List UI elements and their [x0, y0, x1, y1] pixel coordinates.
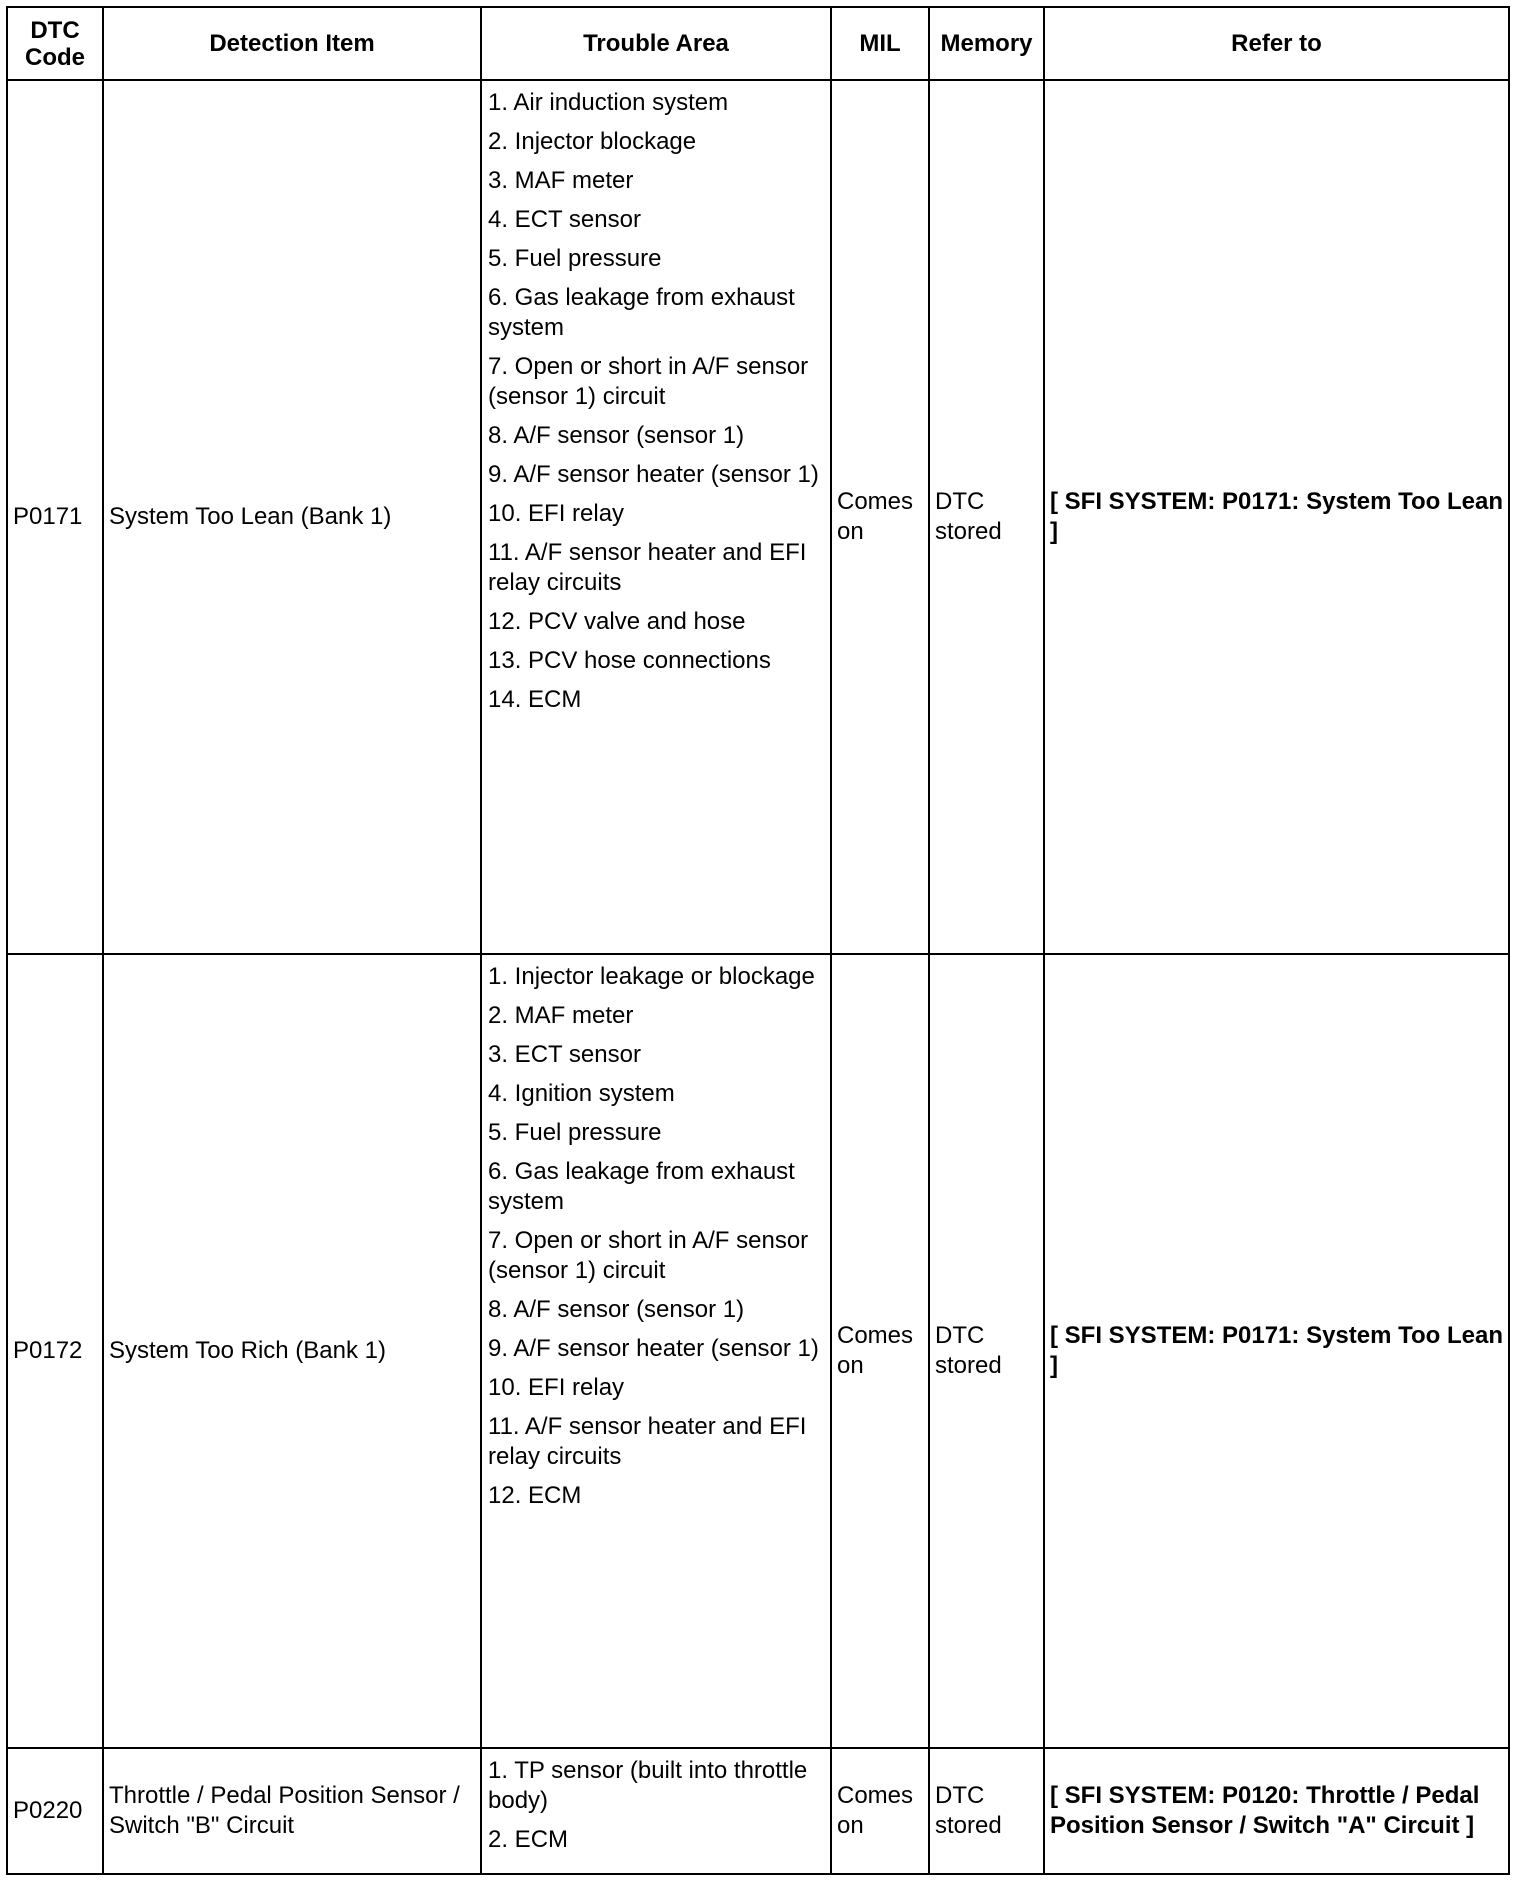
memory-cell: DTC stored: [929, 80, 1044, 954]
trouble-area-item: 2. MAF meter: [488, 1002, 634, 1029]
header-mil: MIL: [831, 7, 929, 80]
trouble-area-item: 8. A/F sensor (sensor 1): [488, 422, 745, 449]
table-row: [7, 1748, 1509, 1874]
trouble-area-item: 12. ECM: [488, 1482, 582, 1509]
trouble-area-cell: [481, 80, 831, 954]
header-detection-item: Detection Item: [103, 7, 481, 80]
trouble-area-cell: [481, 954, 831, 1748]
header-trouble-area: Trouble Area: [481, 7, 831, 80]
trouble-area-list: [488, 962, 824, 1511]
detection-item-cell: System Too Rich (Bank 1): [103, 954, 481, 1748]
dtc-code-cell: P0172: [7, 954, 103, 1748]
trouble-area-list: [488, 1756, 824, 1855]
trouble-area-item: 13. PCV hose connections: [488, 647, 771, 674]
trouble-area-item: 6. Gas leakage from exhaust system: [488, 1158, 795, 1215]
trouble-area-item: 7. Open or short in A/F sensor (sensor 1) circuit: [488, 353, 809, 410]
trouble-area-item: 1. TP sensor (built into throttle body): [488, 1757, 808, 1814]
trouble-area-item: 10. EFI relay: [488, 1374, 625, 1401]
trouble-area-item: 10. EFI relay: [488, 500, 625, 527]
header-row: [7, 7, 1509, 80]
header-refer-to: Refer to: [1044, 7, 1509, 80]
trouble-area-item: 8. A/F sensor (sensor 1): [488, 1296, 745, 1323]
trouble-area-item: 9. A/F sensor heater (sensor 1): [488, 1335, 819, 1362]
trouble-area-item: 2. ECM: [488, 1826, 569, 1853]
mil-cell: Comes on: [831, 954, 929, 1748]
trouble-area-item: 11. A/F sensor heater and EFI relay circuits: [488, 539, 807, 596]
trouble-area-item: 1. Injector leakage or blockage: [488, 963, 815, 990]
trouble-area-item: 4. Ignition system: [488, 1080, 675, 1107]
refer-to-link[interactable]: [ SFI SYSTEM: P0120: Throttle / Pedal Position Sensor / Switch "A" Circuit ]: [1044, 1748, 1509, 1874]
table-row: [7, 954, 1509, 1748]
trouble-area-item: 9. A/F sensor heater (sensor 1): [488, 461, 819, 488]
detection-item-cell: System Too Lean (Bank 1): [103, 80, 481, 954]
mil-cell: Comes on: [831, 80, 929, 954]
trouble-area-item: 6. Gas leakage from exhaust system: [488, 284, 795, 341]
trouble-area-item: 14. ECM: [488, 686, 582, 713]
trouble-area-item: 7. Open or short in A/F sensor (sensor 1) circuit: [488, 1227, 809, 1284]
trouble-area-list: [488, 88, 824, 715]
trouble-area-item: 3. MAF meter: [488, 167, 634, 194]
refer-to-link[interactable]: [ SFI SYSTEM: P0171: System Too Lean ]: [1044, 954, 1509, 1748]
memory-cell: DTC stored: [929, 1748, 1044, 1874]
trouble-area-cell: [481, 1748, 831, 1874]
trouble-area-item: 11. A/F sensor heater and EFI relay circuits: [488, 1413, 807, 1470]
trouble-area-item: 1. Air induction system: [488, 89, 729, 116]
dtc-code-cell: P0220: [7, 1748, 103, 1874]
detection-item-cell: Throttle / Pedal Position Sensor / Switch "B" Circuit: [103, 1748, 481, 1874]
refer-to-link[interactable]: [ SFI SYSTEM: P0171: System Too Lean ]: [1044, 80, 1509, 954]
trouble-area-item: 12. PCV valve and hose: [488, 608, 746, 635]
memory-cell: DTC stored: [929, 954, 1044, 1748]
trouble-area-item: 5. Fuel pressure: [488, 245, 662, 272]
table-row: [7, 80, 1509, 954]
header-dtc-code: DTC Code: [7, 7, 103, 80]
mil-cell: Comes on: [831, 1748, 929, 1874]
trouble-area-item: 5. Fuel pressure: [488, 1119, 662, 1146]
trouble-area-item: 4. ECT sensor: [488, 206, 641, 233]
header-memory: Memory: [929, 7, 1044, 80]
dtc-table: [6, 6, 1510, 1875]
dtc-code-cell: P0171: [7, 80, 103, 954]
trouble-area-item: 2. Injector blockage: [488, 128, 697, 155]
trouble-area-item: 3. ECT sensor: [488, 1041, 641, 1068]
